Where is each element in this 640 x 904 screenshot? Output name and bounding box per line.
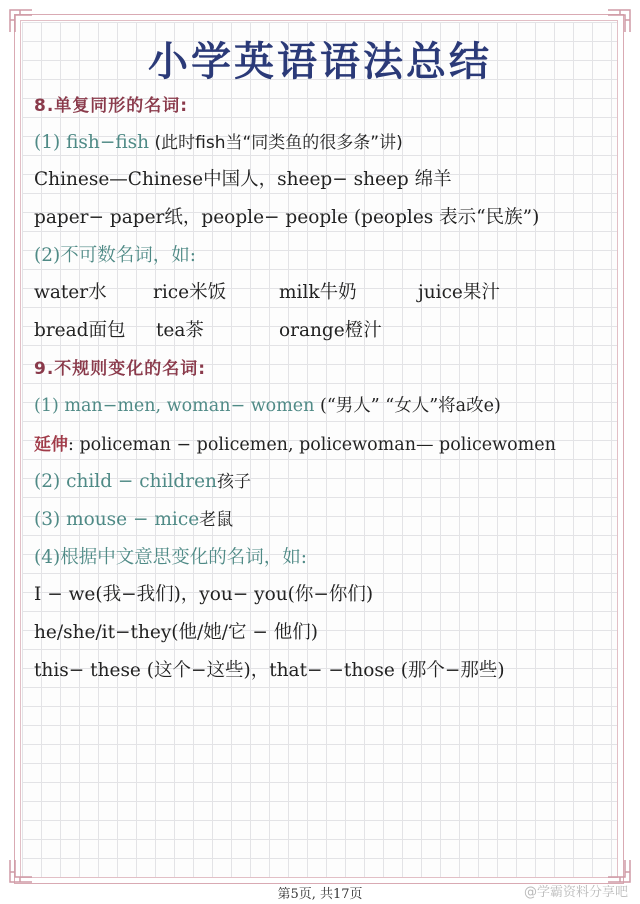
uncountable-item: bread面包 — [34, 320, 126, 341]
uncountable-item: tea茶 — [156, 320, 204, 341]
section-9-line-1 — [34, 392, 501, 417]
corner-ornament-icon — [8, 858, 34, 884]
section-8-line-3: paper− paper纸，people− people (peoples 表示“民族”) — [34, 207, 540, 228]
section-8-heading: 8.单复同形的名词: — [34, 96, 189, 116]
section-9-line-4-meaning: 老鼠 — [199, 510, 234, 530]
page-title: 小学英语语法总结 — [148, 39, 492, 85]
section-9-heading: 9.不规则变化的名词: — [34, 359, 207, 379]
section-9-line-1-example: (1) man−men, woman− women — [34, 396, 315, 416]
section-9-line-3 — [34, 467, 251, 492]
section-9-line-3-example: (2) child − children — [34, 471, 217, 492]
uncountable-item: orange橙汁 — [279, 320, 382, 341]
section-9-line-5: (4)根据中文意思变化的名词，如: — [34, 547, 307, 568]
extension-text: : policeman − policemen, policewoman— policewomen — [68, 435, 556, 455]
watermark: @学霸资料分享吧 — [523, 885, 628, 900]
section-9-line-4-example: (3) mouse − mice — [34, 509, 200, 530]
extension-label: 延伸 — [34, 435, 68, 455]
section-8-uncountable-heading: (2)不可数名词，如: — [34, 245, 196, 266]
section-9-line-7: he/she/it−they(他/她/它 − 他们) — [34, 622, 318, 643]
uncountable-row-1 — [0, 278, 640, 304]
section-8-line-1-note: (此时fish当“同类鱼的很多条”讲) — [149, 133, 403, 153]
uncountable-item: rice米饭 — [153, 282, 227, 303]
section-9-line-3-meaning: 孩子 — [216, 472, 251, 492]
page-number: 第5页, 共17页 — [277, 887, 363, 902]
uncountable-row-2 — [0, 316, 640, 342]
section-9-line-4 — [34, 505, 233, 530]
section-9-line-1-note: (“男人” “女人”将a改e) — [314, 396, 501, 416]
section-9-line-2 — [34, 430, 556, 455]
section-8-line-1 — [34, 128, 403, 153]
uncountable-item: juice果汁 — [418, 282, 500, 303]
section-9-line-6: I − we(我−我们)，you− you(你−你们) — [34, 584, 374, 605]
section-8-line-2: Chinese—Chinese中国人，sheep− sheep 绵羊 — [34, 169, 452, 190]
uncountable-item: milk牛奶 — [279, 282, 357, 303]
uncountable-item: water水 — [34, 282, 107, 303]
section-9-line-8: this− these (这个−这些)，that− −those (那个−那些) — [34, 660, 505, 681]
section-8-line-1-example: (1) fish−fish — [34, 132, 150, 153]
